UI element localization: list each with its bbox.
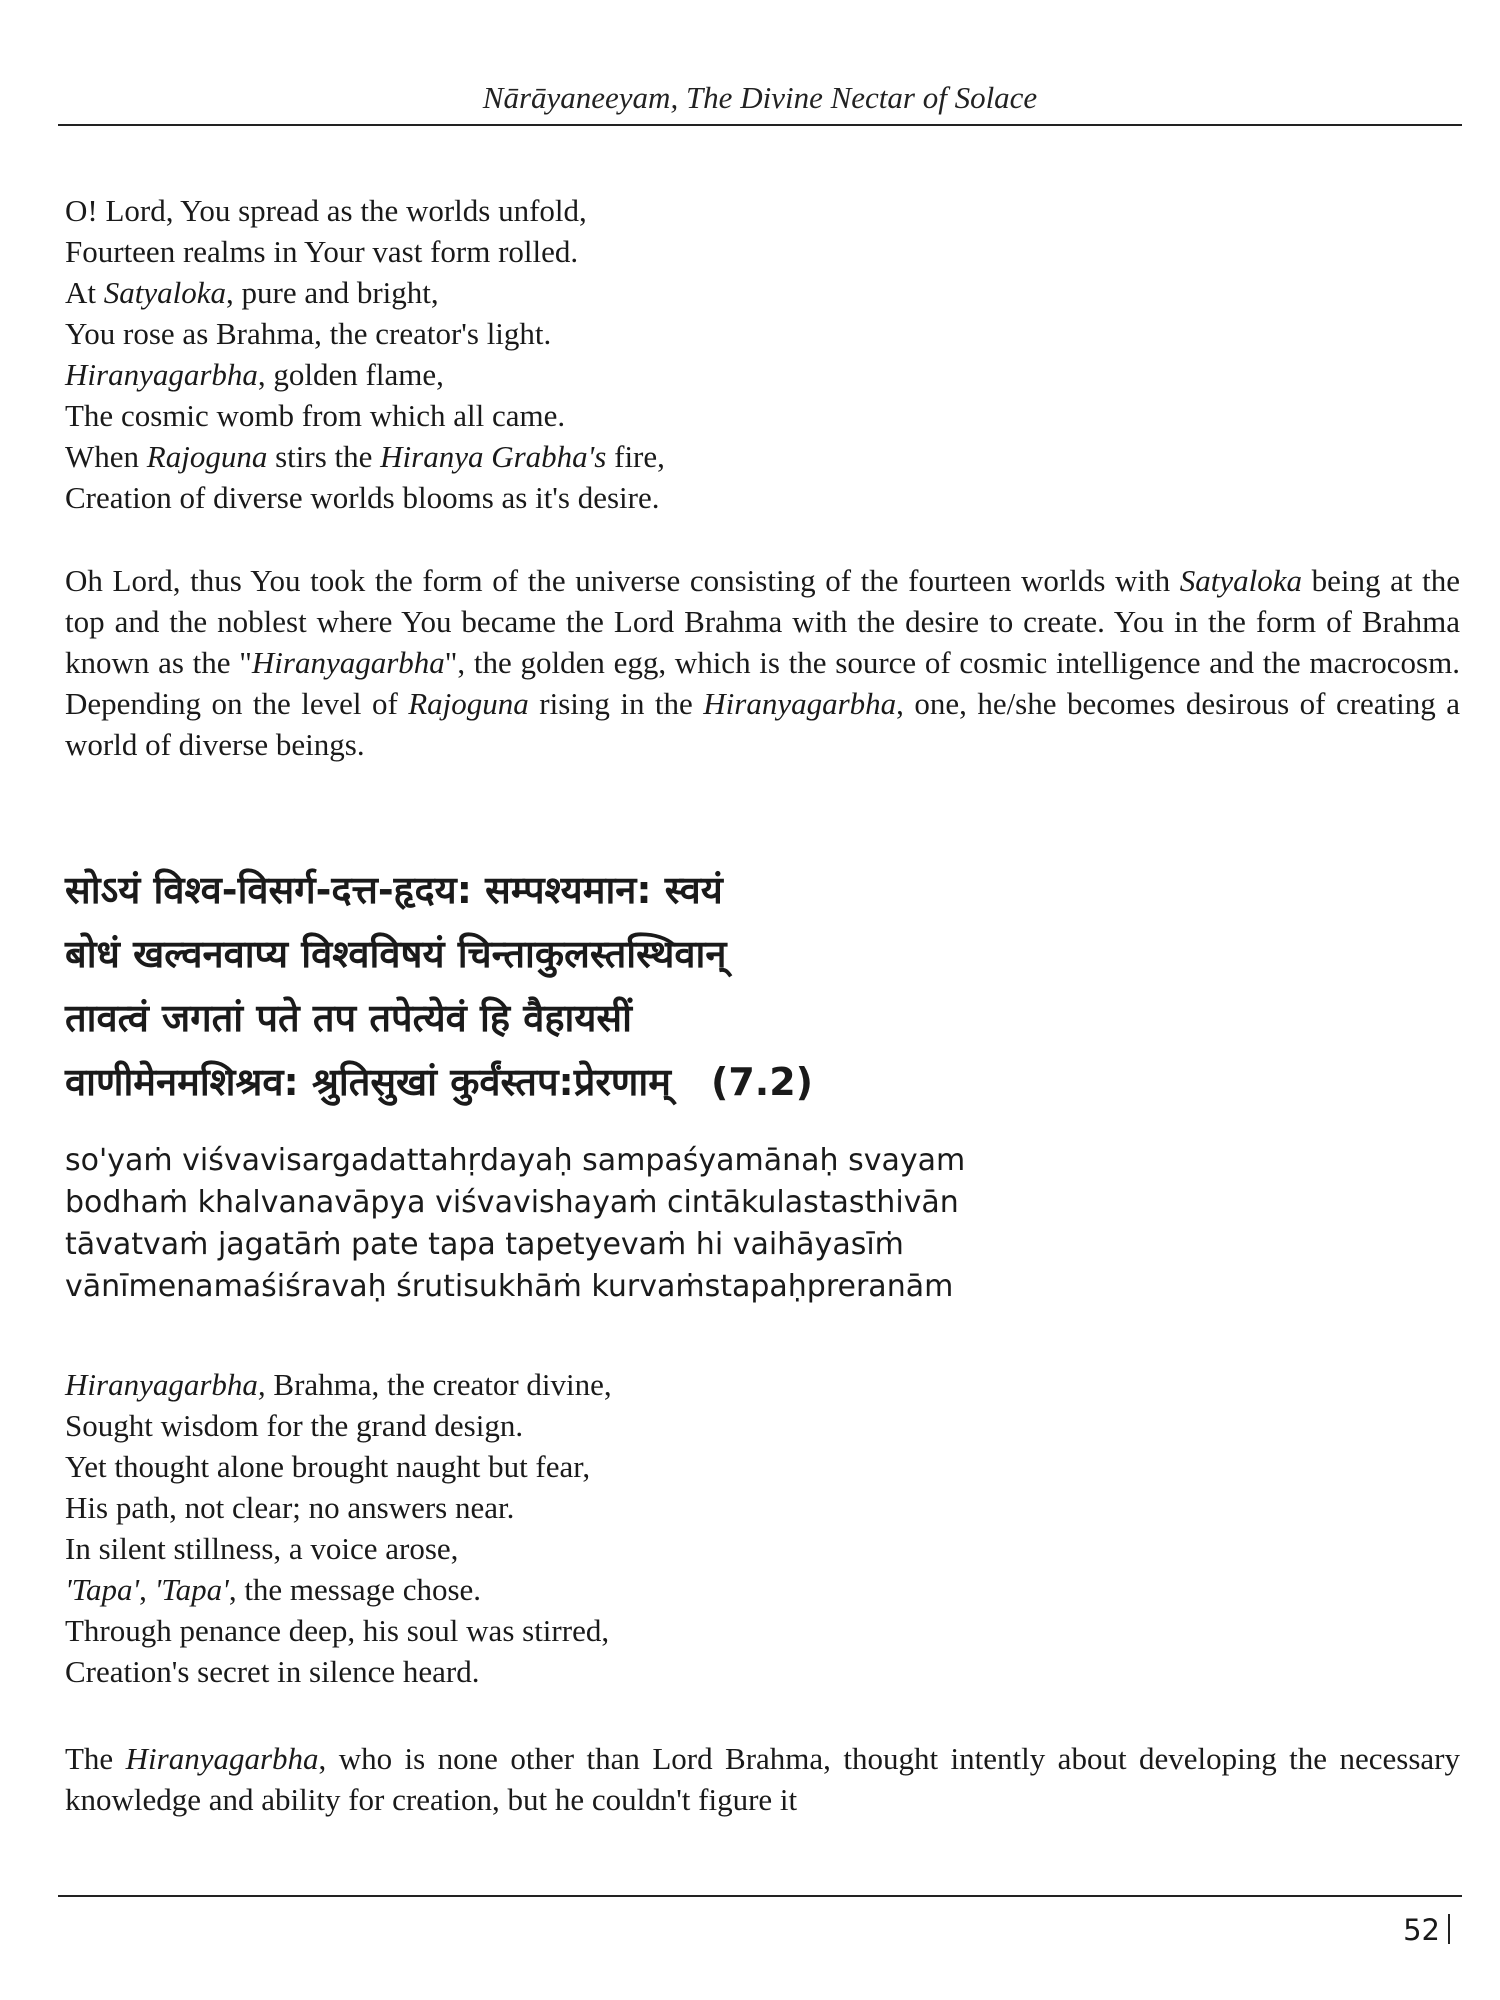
running-title: Nārāyaneeyam, The Divine Nectar of Solace [482, 80, 1038, 115]
verse-line: His path, not clear; no answers near. [65, 1490, 515, 1525]
verse-line: When Rajoguna stirs the Hiranya Grabha's fire, [65, 439, 665, 474]
verse-number: (7.2) [710, 1060, 814, 1104]
sanskrit-line: तावत्वं जगतां पते तप तपेत्येवं हि वैहायसीं [65, 996, 632, 1040]
sanskrit-verse [65, 858, 1460, 1114]
verse-line: Hiranyagarbha, golden flame, [65, 357, 444, 392]
verse-line: Hiranyagarbha, Brahma, the creator divine, [65, 1367, 612, 1402]
verse-line: Yet thought alone brought naught but fear, [65, 1449, 591, 1484]
transliteration-line: bodhaṁ khalvanavāpya viśvavishayaṁ cintākulastasthivān [65, 1185, 959, 1220]
english-verse-2 [65, 1364, 1460, 1692]
page-number-bar [1448, 1914, 1450, 1944]
verse-line: 'Tapa', 'Tapa', the message chose. [65, 1572, 482, 1607]
transliteration [65, 1140, 1460, 1308]
verse-line: Creation's secret in silence heard. [65, 1654, 480, 1689]
verse-line: Sought wisdom for the grand design. [65, 1408, 524, 1443]
transliteration-line: tāvatvaṁ jagatāṁ pate tapa tapetyevaṁ hi vaihāyasīṁ [65, 1227, 904, 1262]
verse-line: At Satyaloka, pure and bright, [65, 275, 439, 310]
sanskrit-line: वाणीमेनमशिश्रव: श्रुतिसुखां कुर्वंस्तप:प्रेरणाम् (7.2) [65, 1060, 814, 1104]
page-number: 52 [1403, 1912, 1450, 1948]
sanskrit-line: बोधं खल्वनवाप्य विश्वविषयं चिन्ताकुलस्तस्थिवान् [65, 932, 727, 976]
commentary-paragraph-2: The Hiranyagarbha, who is none other than Lord Brahma, thought intently about developing the necessary knowledge and ability for creation, but he couldn't figure it [65, 1741, 1460, 1817]
footer-rule [58, 1895, 1462, 1897]
verse-line: You rose as Brahma, the creator's light. [65, 316, 552, 351]
transliteration-line: so'yaṁ viśvavisargadattahṛdayaḥ sampaśyamānaḥ svayam [65, 1143, 966, 1178]
verse-line: Creation of diverse worlds blooms as it's desire. [65, 480, 660, 515]
english-verse-1 [65, 190, 1460, 518]
verse-line: Fourteen realms in Your vast form rolled. [65, 234, 579, 269]
transliteration-line: vānīmenamaśiśravaḥ śrutisukhāṁ kurvaṁstapaḥpreranām [65, 1269, 954, 1304]
verse-line: O! Lord, You spread as the worlds unfold, [65, 193, 587, 228]
commentary-paragraph-1: Oh Lord, thus You took the form of the universe consisting of the fourteen worlds with Satyaloka being at the top and the noblest where You became the Lord Brahma with the desire to create. You in the form of Brahma known as the "Hiranyagarbha", the golden egg, which is the source of cosmic intelligence and the macrocosm. Depending on the level of Rajoguna rising in the Hiranyagarbha, one, he/she becomes desirous of creating a world of diverse beings. [65, 563, 1460, 762]
header-rule [58, 124, 1462, 126]
verse-line: The cosmic womb from which all came. [65, 398, 566, 433]
verse-line: Through penance deep, his soul was stirred, [65, 1613, 610, 1648]
verse-line: In silent stillness, a voice arose, [65, 1531, 459, 1566]
sanskrit-line: सोऽयं विश्व-विसर्ग-दत्त-हृदय: सम्पश्यमान: स्वयं [65, 868, 723, 912]
